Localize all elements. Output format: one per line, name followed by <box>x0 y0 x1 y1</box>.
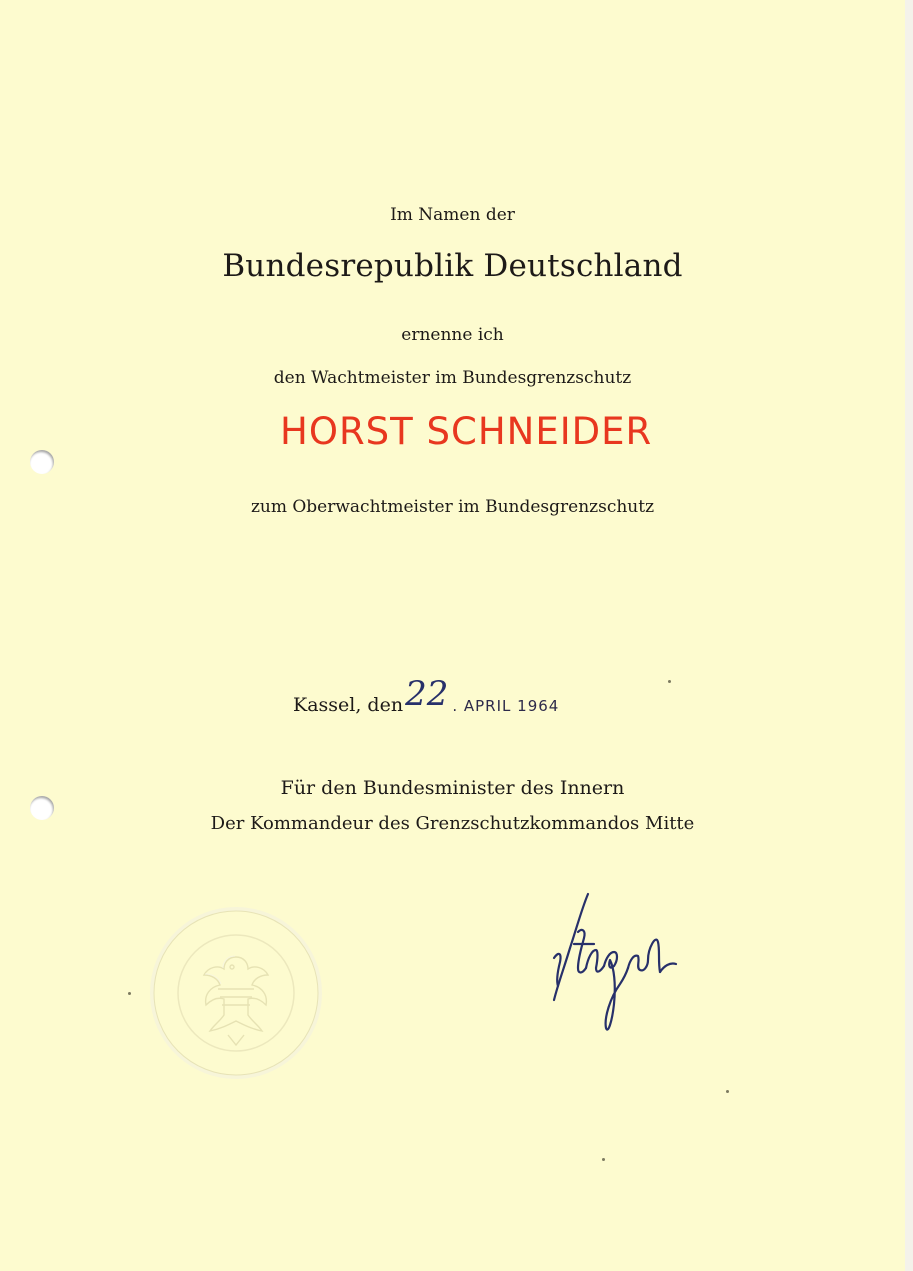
paper-speck <box>602 1158 605 1161</box>
paper-speck <box>128 992 131 995</box>
new-rank-text: zum Oberwachtmeister im Bundesgrenzschutz <box>250 497 655 517</box>
state-name: Bundesrepublik Deutschland <box>222 248 683 284</box>
paper-speck <box>726 1090 729 1093</box>
appoint-text: ernenne ich <box>401 325 504 345</box>
punch-hole-top <box>30 450 54 474</box>
handwritten-signature <box>548 888 698 1038</box>
embossed-seal <box>148 905 324 1081</box>
date-month-year: . APRIL 1964 <box>452 697 560 715</box>
scan-edge <box>905 0 913 1271</box>
authority-line-2: Der Kommandeur des Grenzschutzkommandos Mitte <box>210 813 695 834</box>
date-place-prefix: Kassel, den <box>293 694 404 716</box>
current-rank-text: den Wachtmeister im Bundesgrenzschutz <box>273 368 632 388</box>
intro-text: Im Namen der <box>390 205 515 225</box>
date-day-handwritten: 22 <box>405 674 449 714</box>
recipient-name: HORST SCHNEIDER <box>280 410 653 453</box>
date-line <box>293 674 560 720</box>
authority-line-1: Für den Bundesminister des Innern <box>280 777 625 799</box>
paper-speck <box>668 680 671 683</box>
punch-hole-bottom <box>30 796 54 820</box>
